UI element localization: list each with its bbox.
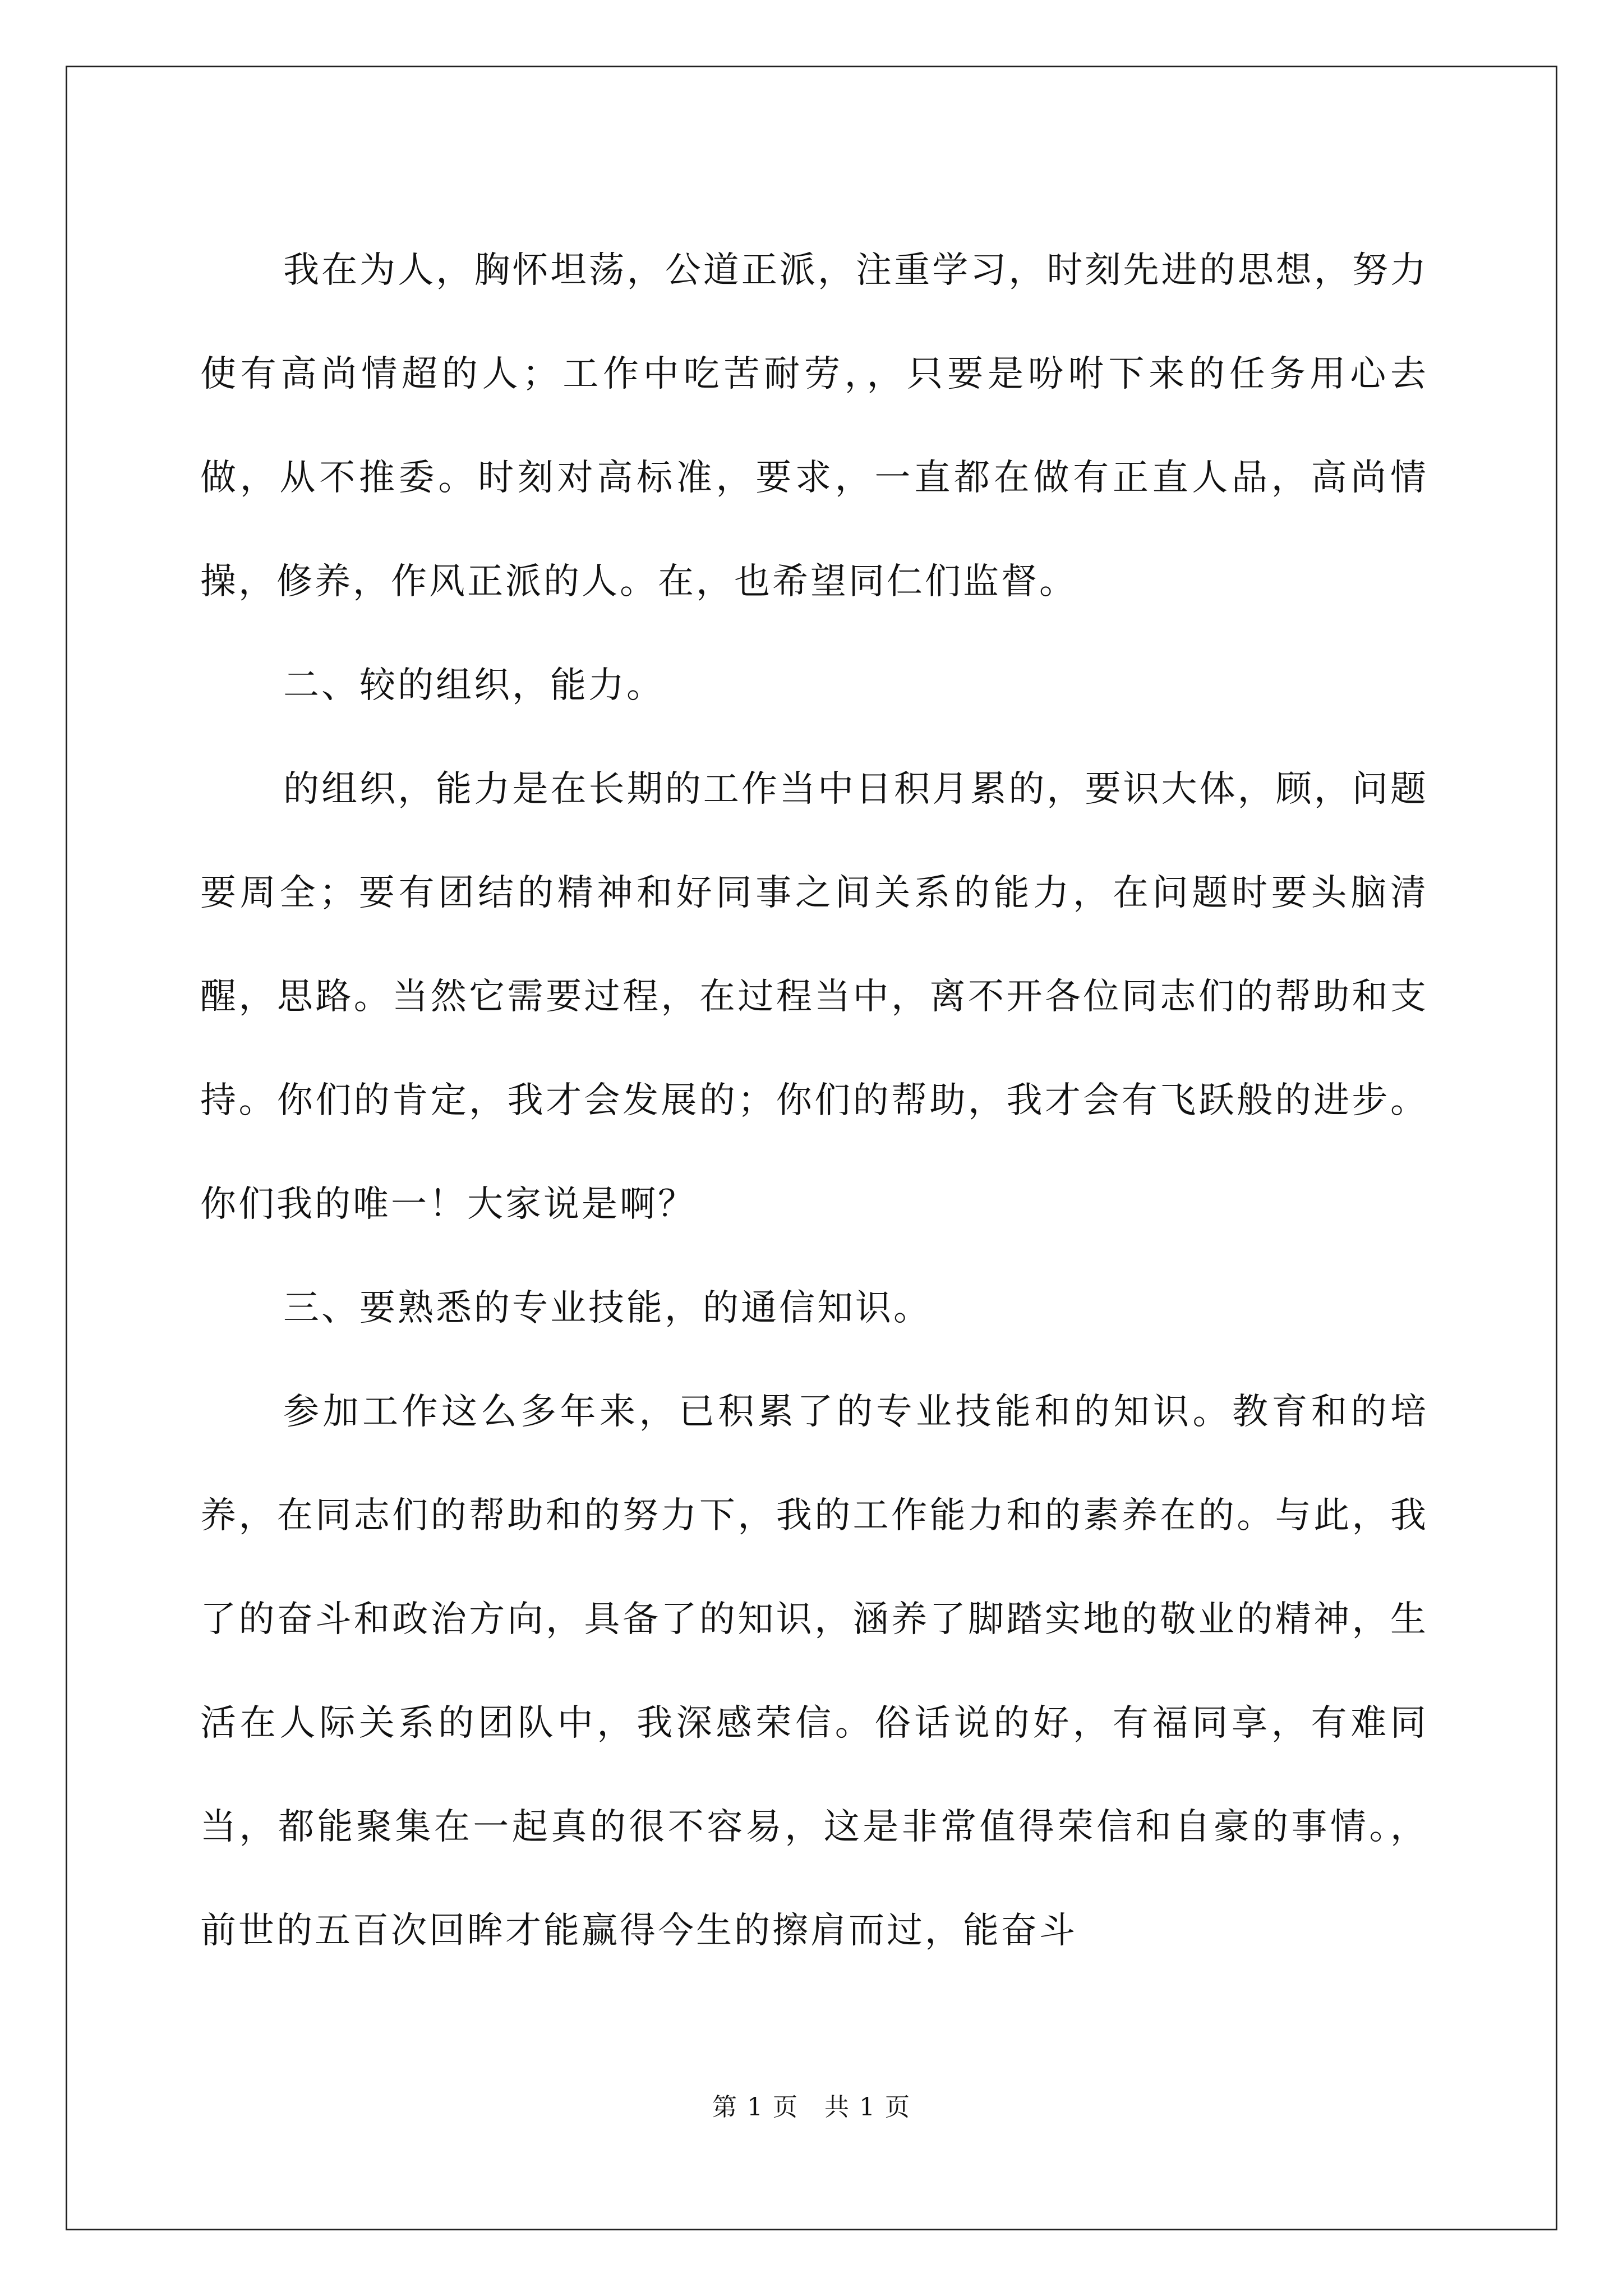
paragraph-skills: 参加工作这么多年来，已积累了的专业技能和的知识。教育和的培养，在同志们的帮助和的努力下，我的工作能力和的素养在的。与此，我了的奋斗和政治方向，具备了的知识，涵养了脚踏实地的敬业的精神，生活在人际关系的团队中，我深感荣信。俗话说的好，有福同享，有难同当，都能聚集在一起真的很不容易，这是非常值得荣信和自豪的事情。，前世的五百次回眸才能赢得今生的擦肩而过，能奋斗: [200, 1391, 1428, 1952]
paragraph-conduct: 我在为人，胸怀坦荡，公道正派，注重学习，时刻先进的思想，努力使有高尚情超的人；工作中吃苦耐劳，，只要是吩咐下来的任务用心去做，从不推委。时刻对高标准，要求，一直都在做有正直人品，高尚情操，修养，作风正派的人。在，也希望同仁们监督。: [200, 250, 1428, 602]
page-number-footer: 第 1 页 共 1 页: [712, 2093, 911, 2122]
document-body: [200, 219, 1428, 1983]
section-heading-two: 二、较的组织，能力。: [283, 665, 665, 706]
section-heading-three: 三、要熟悉的专业技能，的通信知识。: [283, 1287, 932, 1329]
paragraph-organization: 的组织，能力是在长期的工作当中日积月累的，要识大体，顾，问题要周全；要有团结的精神和好同事之间关系的能力，在问题时要头脑清醒，思路。当然它需要过程，在过程当中，离不开各位同志们的帮助和支持。你们的肯定，我才会发展的；你们的帮助，我才会有飞跃般的进步。你们我的唯一！大家说是啊？: [200, 769, 1428, 1225]
